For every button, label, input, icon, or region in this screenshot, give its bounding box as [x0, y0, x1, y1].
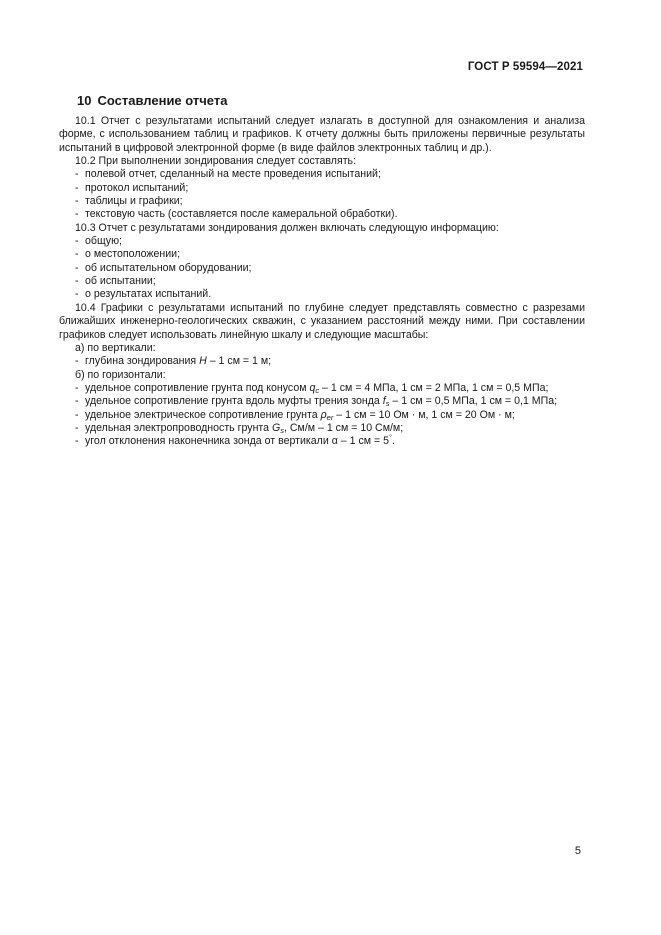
page-number: 5	[574, 845, 581, 857]
section-number: 10	[77, 93, 92, 108]
list-item: - удельное сопротивление грунта под конусом $q_c - 1$ см = 4 МПа, 1 см = 2 МПа, 1 см = 0,5 МПа;	[75, 381, 549, 395]
list-item: - текстовую часть (составляется после камеральной обработки).	[75, 208, 398, 221]
list-item: - угол отклонения наконечника зонда от вертикали α – 1 см = 5°.	[75, 432, 395, 448]
list-item: - полевой отчет, сделанный на месте проведения испытаний;	[75, 168, 381, 181]
list-item: - об испытании;	[75, 275, 156, 288]
horizontal-scale-label: б) по горизонтали:	[75, 368, 166, 381]
list-item: - удельное электрическое сопротивление грунта $\rho_{er} - 1$ см = 10 Ом · м, 1 см = 20 Ом · м;	[75, 408, 515, 422]
list-item: - удельная электропроводность грунта $G_s$, См/м – 1 см = 10 См/м;	[75, 421, 404, 435]
list-item: - о результатах испытаний.	[75, 288, 212, 301]
list-item: - об испытательном оборудовании;	[75, 261, 252, 274]
paragraph-10-2: 10.2 При выполнении зондирования следует составлять:	[75, 155, 357, 168]
list-item: - общую;	[75, 235, 122, 248]
section-title: Составление отчета	[97, 93, 228, 108]
list-item: - удельное сопротивление грунта вдоль муфты трения зонда $f_s - 1$ см = 0,5 МПа, 1 см = 0,1 МПа;	[75, 395, 558, 409]
section-heading	[77, 93, 227, 108]
list-item: - глубина зондирования H – 1 см = 1 м;	[75, 355, 272, 368]
list-item: - протокол испытаний;	[75, 181, 189, 194]
paragraph-10-4: 10.4 Графики с результатами испытаний по глубине следует представлять совместно с разрезами ближайших инженерно-геологических скважин, с указанием расстояний между ними. При составлении графиков следует использовать линейную шкалу и следующие масштабы:	[59, 301, 585, 341]
paragraph-10-1: 10.1 Отчет с результатами испытаний следует излагать в доступной для ознакомления и анализа форме, с использованием таблиц и графиков. К отчету должны быть приложены первичные результаты испытаний в цифровой электронной форме (в виде файлов электронных таблиц и др.).	[59, 115, 585, 154]
list-item: - о местоположении;	[75, 248, 181, 261]
vertical-scale-label: а) по вертикали:	[75, 341, 156, 354]
document-body	[59, 115, 585, 449]
paragraph-10-3: 10.3 Отчет с результатами зондирования должен включать следующую информацию:	[75, 221, 499, 234]
list-item: - таблицы и графики;	[75, 195, 183, 208]
document-standard-header: ГОСТ Р 59594—2021	[467, 61, 583, 73]
